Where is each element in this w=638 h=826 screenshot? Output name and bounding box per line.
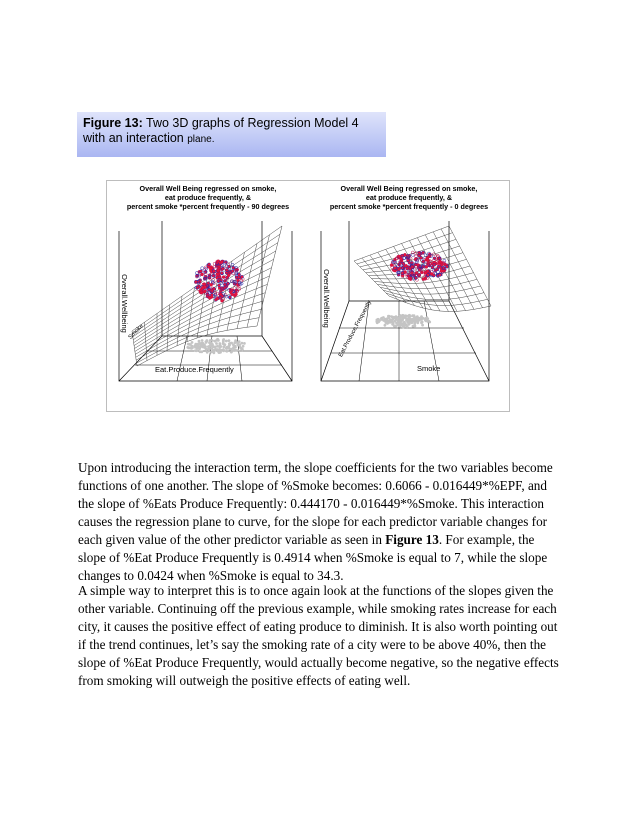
figure-caption-small: plane. (187, 134, 215, 145)
figure-13 (106, 180, 510, 412)
plot-right-depth-axis: Eat.Produce.Frequently (338, 299, 373, 359)
figure-caption-text: Two 3D graphs of Regression Model 4 with an interaction (83, 116, 359, 145)
plot-left-title: Overall Well Being regressed on smoke, eat produce frequently, & percent smoke *percent frequently - 90 degrees (126, 184, 290, 211)
paragraph-interaction (78, 459, 560, 585)
plot-left-depth-axis: Smoke (127, 323, 146, 341)
plot-right-x-axis: Smoke (417, 364, 441, 373)
figure-reference: Figure 13 (385, 532, 439, 547)
plot-right-y-axis: Overall.Wellbeing (321, 269, 331, 328)
figure-caption (77, 112, 386, 157)
plot-left-90-degrees (107, 181, 309, 411)
plot-left-graphic (107, 181, 309, 411)
figure-label: Figure 13: (83, 116, 143, 130)
plot-left-y-axis: Overall.Wellbeing (119, 274, 129, 333)
plot-right-0-degrees (309, 181, 509, 411)
plot-right-graphic (309, 181, 509, 411)
paragraph-interpretation: A simple way to interpret this is to once again look at the functions of the slopes given the other variable. Continuing off the previous example, while smoking rates increase for each city, it causes the positive effect of eating produce to diminish. It is also worth pointing out if the trend continues, let’s say the smoking rate of a city were to be above 40%, then the slope of %Eat Produce Frequently, would actually become negative, so the negative effects from smoking will outweigh the positive effects of eating well. (78, 583, 559, 688)
plot-left-x-axis: Eat.Produce.Frequently (155, 365, 234, 374)
text-run: Upon introducing the interaction term, the slope coefficients for the two variables become functions of one another. The slope of %Smoke becomes: 0.6066 - 0.016449*%EPF, and the slope of %Eats Produce Frequently: 0.444170 - 0.016449*%Smoke. This interaction causes the regression plane to curve, for the slope for each predictor variable changes for each given value of the other predictor variable as seen in (78, 460, 553, 547)
text-run: . For example, the slope of %Eat Produce Frequently is 0.4914 when %Smoke is equal to 7, while the slope changes to 0.0424 when %Smoke is equal to 34.3. (78, 532, 548, 583)
plot-right-title: Overall Well Being regressed on smoke, eat produce frequently, & percent smoke *percent frequently - 0 degrees (329, 184, 489, 211)
